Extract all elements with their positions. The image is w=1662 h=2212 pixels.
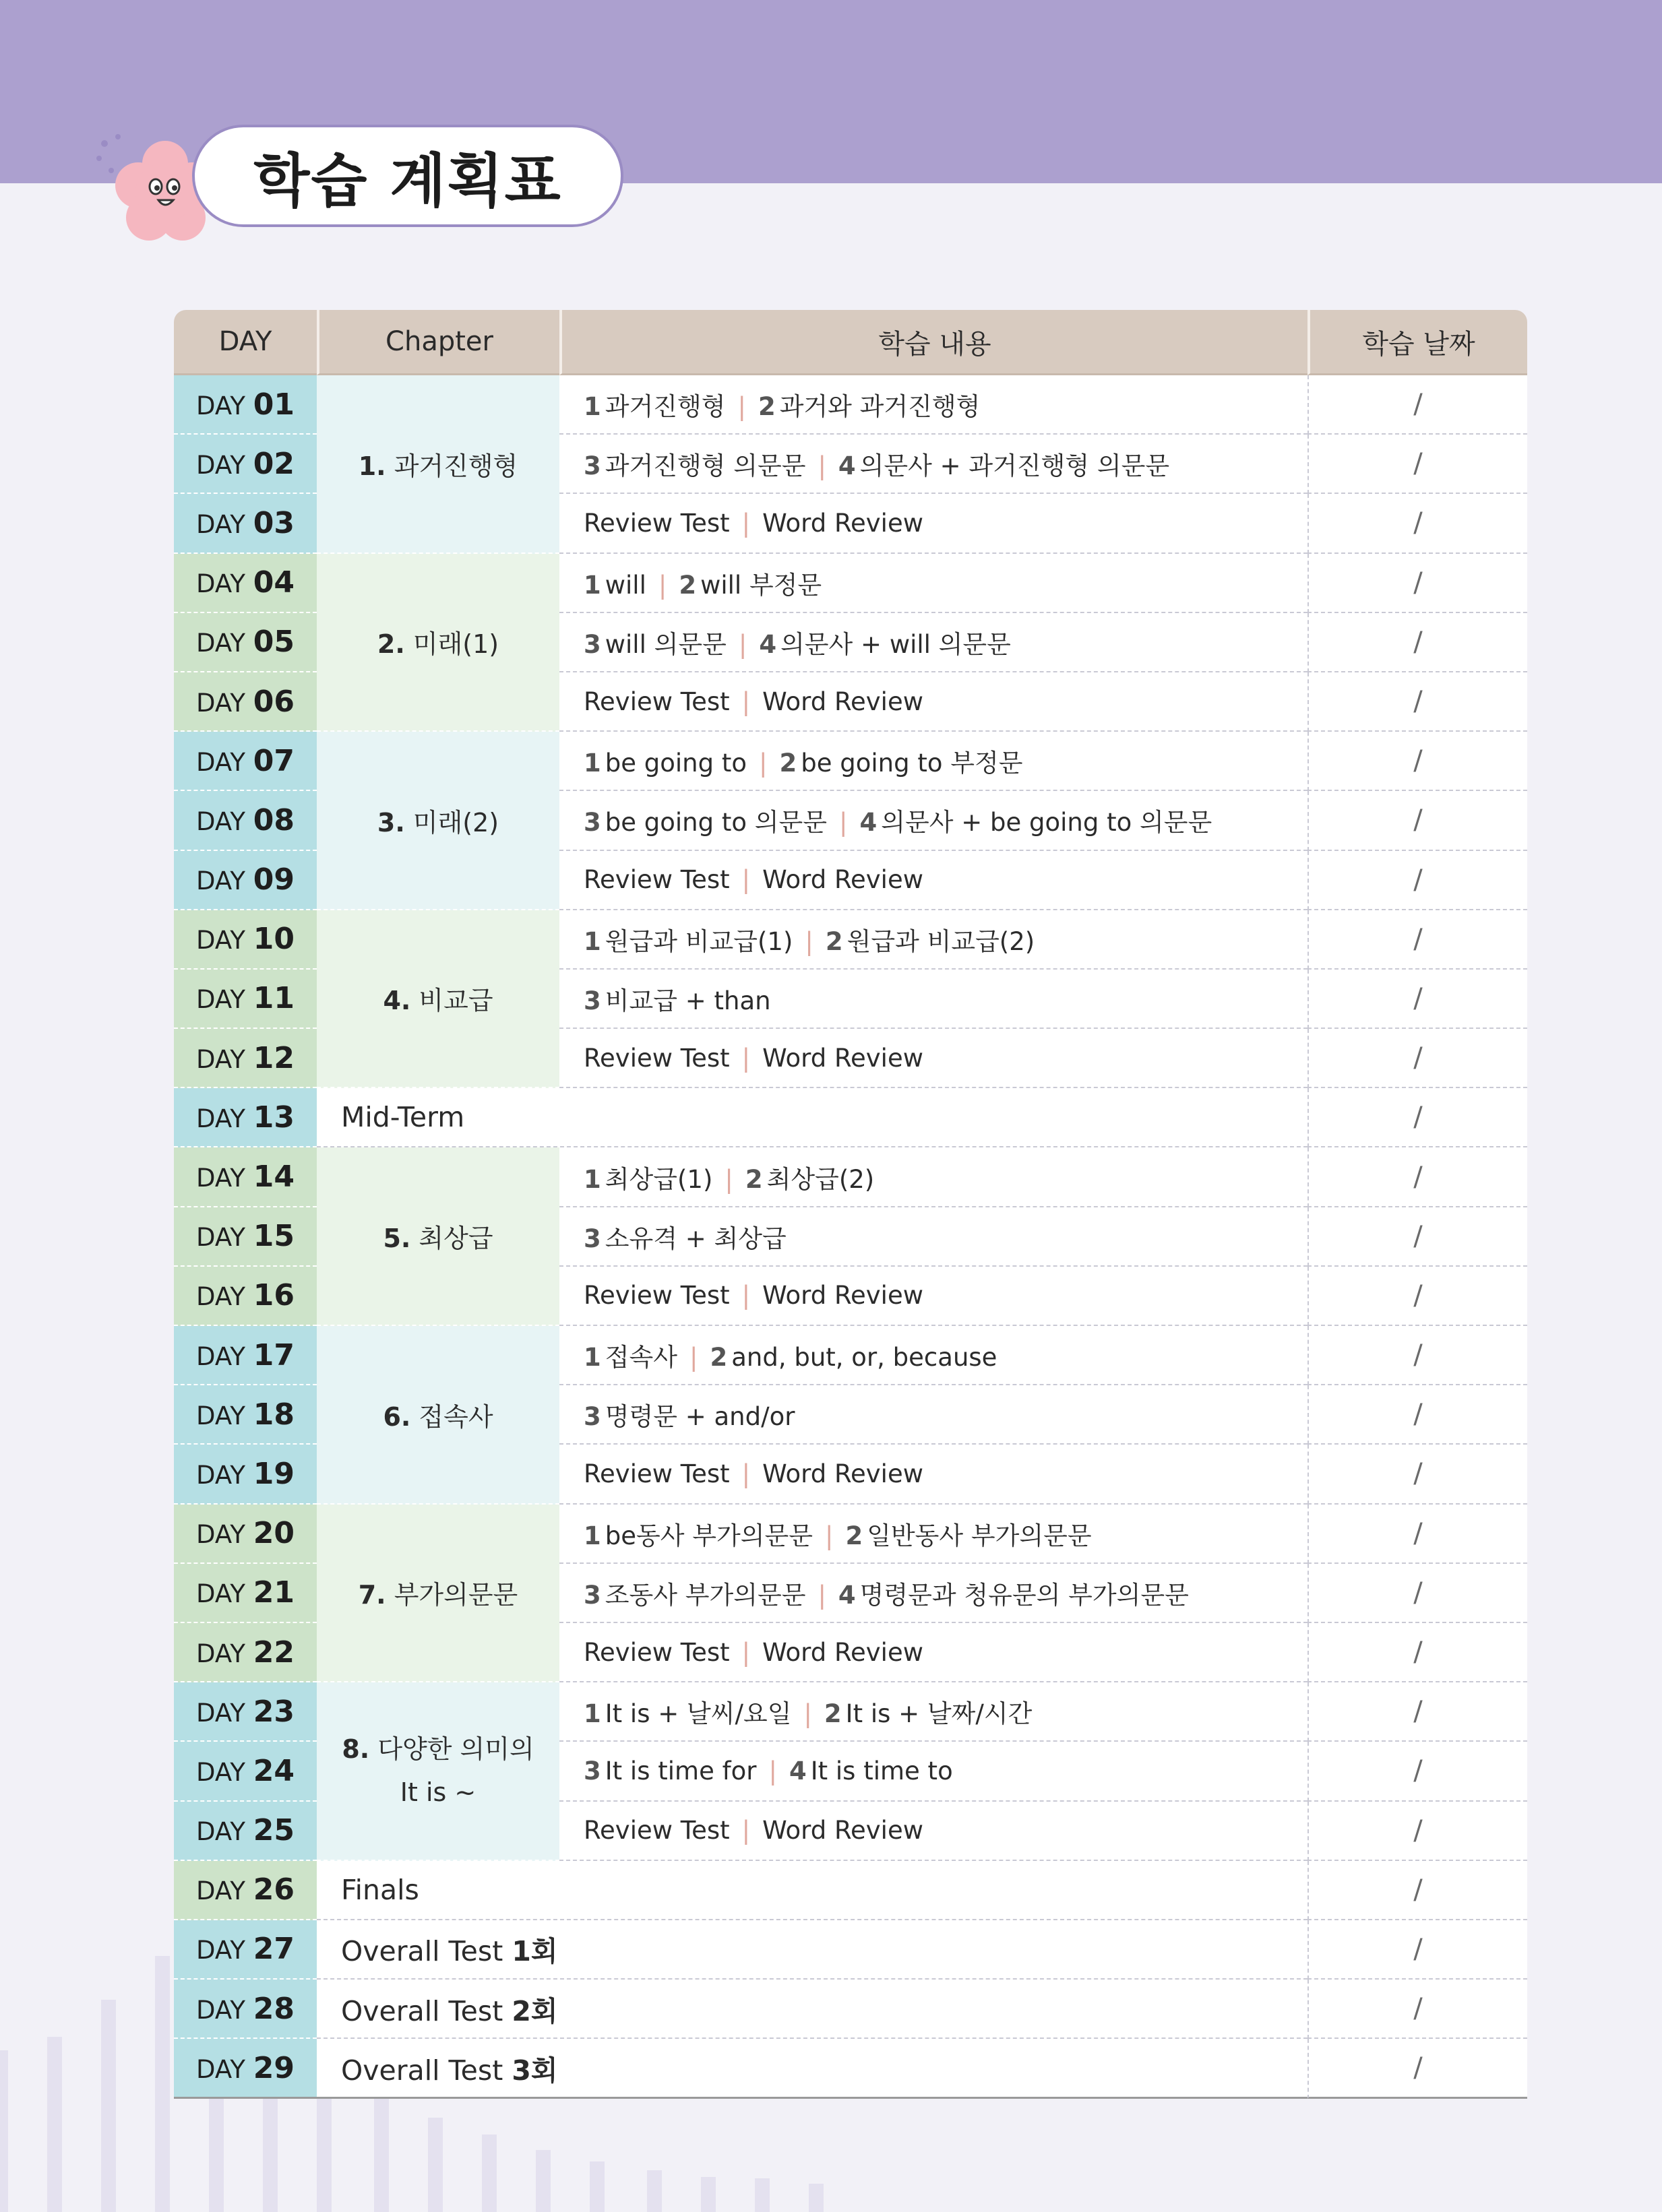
lesson-content: 1 will | 2 will 부정문 [559,554,1307,613]
day-label: DAY 15 [174,1207,317,1267]
day-label: DAY 02 [174,435,317,494]
date-field[interactable]: / [1307,732,1527,791]
date-field[interactable]: / [1307,1088,1527,1147]
chapter-2: 2. 미래(1) [317,554,559,732]
day-label: DAY 10 [174,910,317,970]
lesson-content: Review Test | Word Review [559,1445,1307,1504]
date-field[interactable]: / [1307,494,1527,553]
lesson-content: 1 원급과 비교급(1) | 2 원급과 비교급(2) [559,910,1307,970]
table-row [174,1505,1527,1564]
table-row [174,1326,1527,1385]
date-field[interactable]: / [1307,1147,1527,1207]
day-label: DAY 13 [174,1088,317,1147]
lesson-content: Review Test | Word Review [559,1029,1307,1088]
lesson-content: 3 과거진행형 의문문 | 4 의문사 + 과거진행형 의문문 [559,435,1307,494]
day-label: DAY 26 [174,1861,317,1920]
lesson-content: Review Test | Word Review [559,494,1307,553]
lesson-content: Review Test | Word Review [559,851,1307,910]
table-row [174,2039,1527,2099]
day-label: DAY 21 [174,1564,317,1623]
date-field[interactable]: / [1307,851,1527,910]
lesson-content: 3 be going to 의문문 | 4 의문사 + be going to 의문문 [559,791,1307,850]
overall-test-label: Overall Test 3회 [317,2039,1307,2099]
day-label: DAY 05 [174,613,317,672]
day-label: DAY 07 [174,732,317,791]
date-field[interactable]: / [1307,613,1527,672]
lesson-content: 1 be going to | 2 be going to 부정문 [559,732,1307,791]
date-field[interactable]: / [1307,2039,1527,2099]
finals-label: Finals [317,1861,1307,1920]
lesson-content: 1 최상급(1) | 2 최상급(2) [559,1147,1307,1207]
header-date: 학습 날짜 [1307,310,1527,375]
table-row [174,910,1527,970]
table-row [174,375,1527,435]
table-row [174,1147,1527,1207]
lesson-content: 3 소유격 + 최상급 [559,1207,1307,1267]
lesson-content: Review Test | Word Review [559,1802,1307,1861]
day-label: DAY 03 [174,494,317,553]
day-label: DAY 08 [174,791,317,850]
lesson-content: 1 접속사 | 2 and, but, or, because [559,1326,1307,1385]
title-area [91,125,637,232]
date-field[interactable]: / [1307,375,1527,435]
day-label: DAY 19 [174,1445,317,1504]
overall-test-label: Overall Test 2회 [317,1980,1307,2039]
table-row [174,1980,1527,2039]
header-chapter: Chapter [317,310,559,375]
date-field[interactable]: / [1307,910,1527,970]
day-label: DAY 20 [174,1505,317,1564]
day-label: DAY 04 [174,554,317,613]
day-label: DAY 29 [174,2039,317,2099]
day-label: DAY 24 [174,1742,317,1801]
date-field[interactable]: / [1307,1920,1527,1980]
date-field[interactable]: / [1307,554,1527,613]
table-row [174,1861,1527,1920]
date-field[interactable]: / [1307,1445,1527,1504]
lesson-content: 3 조동사 부가의문문 | 4 명령문과 청유문의 부가의문문 [559,1564,1307,1623]
day-label: DAY 09 [174,851,317,910]
date-field[interactable]: / [1307,1326,1527,1385]
day-label: DAY 17 [174,1326,317,1385]
day-label: DAY 06 [174,672,317,732]
table-row [174,554,1527,613]
date-field[interactable]: / [1307,1029,1527,1088]
header-day: DAY [174,310,317,375]
date-field[interactable]: / [1307,1623,1527,1682]
date-field[interactable]: / [1307,1267,1527,1326]
day-label: DAY 18 [174,1385,317,1445]
lesson-content: 3 비교급 + than [559,970,1307,1029]
date-field[interactable]: / [1307,1802,1527,1861]
table-header-row [174,310,1527,375]
table-row [174,1920,1527,1980]
chapter-3: 3. 미래(2) [317,732,559,910]
header-content: 학습 내용 [559,310,1307,375]
table-row [174,1088,1527,1147]
date-field[interactable]: / [1307,1385,1527,1445]
table-row [174,1682,1527,1742]
day-label: DAY 25 [174,1802,317,1861]
lesson-content: 3 명령문 + and/or [559,1385,1307,1445]
lesson-content: 1 be동사 부가의문문 | 2 일반동사 부가의문문 [559,1505,1307,1564]
lesson-content: Review Test | Word Review [559,1623,1307,1682]
day-label: DAY 14 [174,1147,317,1207]
chapter-1: 1. 과거진행형 [317,375,559,554]
chapter-5: 5. 최상급 [317,1147,559,1326]
page-title: 학습 계획표 [192,125,623,227]
lesson-content: Review Test | Word Review [559,1267,1307,1326]
date-field[interactable]: / [1307,1980,1527,2039]
date-field[interactable]: / [1307,1742,1527,1801]
lesson-content: 1 과거진행형 | 2 과거와 과거진행형 [559,375,1307,435]
date-field[interactable]: / [1307,970,1527,1029]
date-field[interactable]: / [1307,1564,1527,1623]
lesson-content: 3 It is time for | 4 It is time to [559,1742,1307,1801]
table-row [174,732,1527,791]
date-field[interactable]: / [1307,1505,1527,1564]
lesson-content: 1 It is + 날씨/요일 | 2 It is + 날짜/시간 [559,1682,1307,1742]
day-label: DAY 23 [174,1682,317,1742]
chapter-6: 6. 접속사 [317,1326,559,1505]
chapter-4: 4. 비교급 [317,910,559,1089]
day-label: DAY 11 [174,970,317,1029]
date-field[interactable]: / [1307,791,1527,850]
midterm-label: Mid-Term [317,1088,1307,1147]
study-plan-table [174,310,1527,2099]
chapter-7: 7. 부가의문문 [317,1505,559,1683]
date-field[interactable]: / [1307,435,1527,494]
day-label: DAY 16 [174,1267,317,1326]
day-label: DAY 12 [174,1029,317,1088]
date-field[interactable]: / [1307,672,1527,732]
day-label: DAY 27 [174,1920,317,1980]
day-label: DAY 28 [174,1980,317,2039]
date-field[interactable]: / [1307,1861,1527,1920]
chapter-8: 8. 다양한 의미의 It is ~ [317,1682,559,1861]
day-label: DAY 22 [174,1623,317,1682]
date-field[interactable]: / [1307,1207,1527,1267]
lesson-content: 3 will 의문문 | 4 의문사 + will 의문문 [559,613,1307,672]
date-field[interactable]: / [1307,1682,1527,1742]
overall-test-label: Overall Test 1회 [317,1920,1307,1980]
day-label: DAY 01 [174,375,317,435]
lesson-content: Review Test | Word Review [559,672,1307,732]
